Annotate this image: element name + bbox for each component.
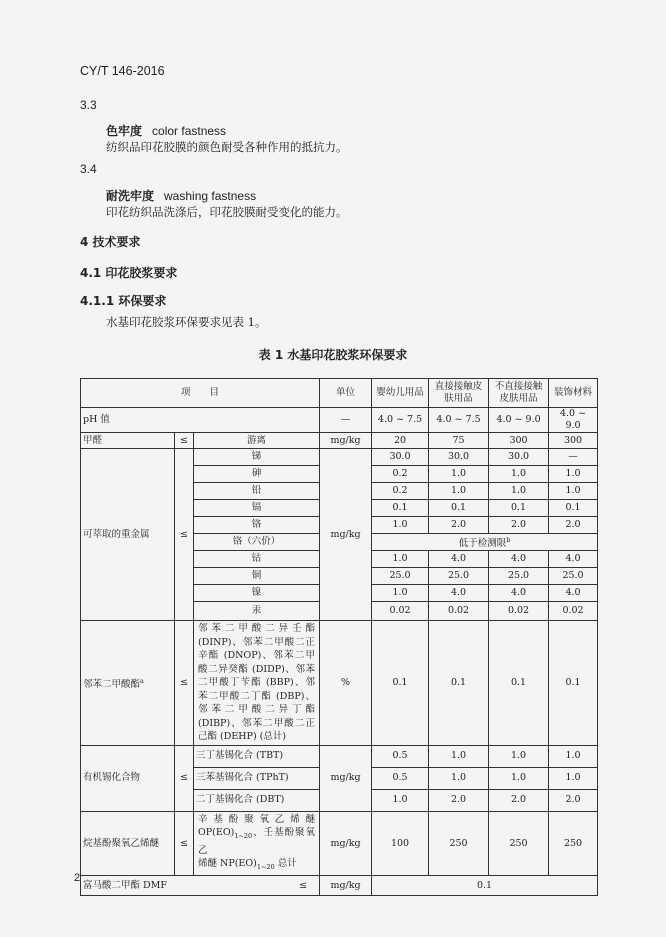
table-row	[81, 433, 598, 449]
value-cell: 1.0	[372, 517, 429, 534]
value-cell: 30.0	[429, 449, 489, 466]
unit-cell: mg/kg	[320, 811, 372, 876]
le-symbol: ≤	[175, 449, 194, 621]
phthalate-line: 邻苯二甲酸二异壬酯	[198, 623, 316, 635]
value-cell: 0.02	[429, 602, 489, 621]
document-header: CY/T 146-2016	[80, 64, 165, 78]
phthalate-description	[194, 621, 320, 746]
header-unit: 单位	[320, 379, 372, 408]
value-cell: 1.0	[489, 767, 549, 789]
apeo-description	[194, 811, 320, 876]
section-3-3-number: 3.3	[80, 98, 97, 112]
value-cell: 1.0	[489, 745, 549, 767]
unit-cell: —	[320, 408, 372, 433]
header-direct-contact: 直接接触皮肤用品	[429, 379, 489, 408]
value-cell: 4.0	[549, 551, 598, 568]
footnote-mark: b	[506, 536, 511, 544]
value-cell: 4.0 ~ 7.5	[429, 408, 489, 433]
value-cell: 250	[429, 811, 489, 876]
row-label-dmf	[81, 876, 320, 896]
value-cell: 4.0	[489, 551, 549, 568]
le-symbol: ≤	[175, 745, 194, 811]
footnote-mark: a	[140, 676, 144, 685]
environmental-requirements-table	[80, 378, 598, 896]
unit-cell: mg/kg	[320, 876, 372, 896]
section-4-heading: 4 技术要求	[80, 235, 141, 249]
le-symbol: ≤	[175, 621, 194, 746]
phthalate-line: 邻苯二甲酸二异丁酯	[198, 704, 316, 716]
header-item: 项 目	[81, 379, 320, 408]
section-4-1-heading: 4.1 印花胶浆要求	[80, 266, 178, 280]
sub-item: 铜	[194, 568, 320, 585]
unit-cell: mg/kg	[320, 449, 372, 621]
value-cell: 300	[489, 433, 549, 449]
value-cell: 75	[429, 433, 489, 449]
merged-value-cell: 0.1	[372, 876, 598, 896]
le-symbol: ≤	[175, 433, 194, 449]
value-cell: 1.0	[549, 483, 598, 500]
value-cell: 4.0	[489, 585, 549, 602]
table-row	[81, 449, 598, 466]
phthalate-line: (DINP)、邻苯二甲酸二正	[198, 636, 316, 648]
sub-item: 二丁基锡化合 (DBT)	[194, 789, 320, 811]
section-3-4-number: 3.4	[80, 162, 97, 176]
apeo-sub: 1~20	[234, 832, 253, 841]
value-cell: 1.0	[429, 745, 489, 767]
value-cell: 100	[372, 811, 429, 876]
value-cell: 4.0	[429, 551, 489, 568]
value-cell: 2.0	[489, 789, 549, 811]
phthalate-line: 辛酯 (DNOP)、邻苯二甲	[198, 650, 316, 662]
header-infant: 婴幼儿用品	[372, 379, 429, 408]
sub-item: 三丁基锡化合 (TBT)	[194, 745, 320, 767]
apeo-text: 、壬基酚聚氧乙	[198, 827, 316, 856]
definition-washing-fastness: 印花纺织品洗涤后，印花胶膜耐受变化的能力。	[106, 205, 348, 219]
value-cell: 0.2	[372, 466, 429, 483]
value-cell: 4.0 ~ 9.0	[489, 408, 549, 433]
apeo-line	[198, 857, 315, 874]
table-header-row	[81, 379, 598, 408]
value-cell: 1.0	[489, 483, 549, 500]
value-cell: 1.0	[372, 585, 429, 602]
sub-item: 汞	[194, 602, 320, 621]
value-cell: 2.0	[429, 789, 489, 811]
value-cell: 4.0 ~ 9.0	[549, 408, 598, 433]
value-cell: 0.1	[372, 621, 429, 746]
header-indirect-contact: 不直接接触皮肤用品	[489, 379, 549, 408]
definition-color-fastness: 纺织品印花胶膜的颜色耐受各种作用的抵抗力。	[106, 140, 348, 154]
row-label-phthalates	[81, 621, 175, 746]
value-cell: 0.1	[429, 621, 489, 746]
value-cell: 1.0	[429, 483, 489, 500]
value-cell: 2.0	[489, 517, 549, 534]
sub-item: 铅	[194, 483, 320, 500]
table-row	[81, 408, 598, 433]
phthalate-label: 邻苯二甲酸酯	[83, 678, 141, 690]
row-label-heavy-metals: 可萃取的重金属	[81, 449, 175, 621]
term-en: washing fastness	[164, 189, 257, 203]
apeo-line	[198, 826, 315, 857]
value-cell: 2.0	[549, 789, 598, 811]
apeo-text: 总计	[274, 858, 297, 870]
sub-item: 铬（六价）	[194, 534, 320, 551]
value-cell: 0.1	[549, 621, 598, 746]
value-cell: 30.0	[489, 449, 549, 466]
row-label-formaldehyde: 甲醛	[81, 433, 175, 449]
value-cell: 2.0	[429, 517, 489, 534]
value-cell: 1.0	[429, 466, 489, 483]
value-cell: 250	[489, 811, 549, 876]
phthalate-line: 己酯 (DEHP) (总计)	[198, 731, 287, 743]
value-cell: 0.1	[489, 500, 549, 517]
value-cell: 1.0	[489, 466, 549, 483]
row-label-organotin: 有机锡化合物	[81, 745, 175, 811]
term-zh: 耐洗牢度	[106, 189, 155, 203]
value-cell: —	[549, 449, 598, 466]
value-cell: 25.0	[549, 568, 598, 585]
value-cell: 30.0	[372, 449, 429, 466]
value-cell: 4.0	[429, 585, 489, 602]
apeo-op: OP(EO)	[198, 827, 235, 839]
table-row	[81, 621, 598, 746]
sub-item: 镉	[194, 500, 320, 517]
header-decorative: 装饰材料	[549, 379, 598, 408]
value-cell: 4.0	[549, 585, 598, 602]
value-cell: 20	[372, 433, 429, 449]
value-cell: 0.02	[489, 602, 549, 621]
term-en: color fastness	[152, 124, 227, 138]
section-4-1-1-heading: 4.1.1 环保要求	[80, 294, 167, 308]
row-label-ph: pH 值	[81, 408, 320, 433]
value-cell: 0.5	[372, 767, 429, 789]
table-row	[81, 745, 598, 767]
dmf-label: 富马酸二甲酯 DMF	[83, 879, 167, 891]
value-cell: 250	[549, 811, 598, 876]
apeo-line: 辛基酚聚氧乙烯醚	[198, 813, 316, 825]
value-cell: 1.0	[372, 551, 429, 568]
value-cell: 0.5	[372, 745, 429, 767]
table-caption: 表 1 水基印花胶浆环保要求	[258, 348, 408, 362]
value-cell: 0.02	[549, 602, 598, 621]
value-cell: 300	[549, 433, 598, 449]
value-cell: 1.0	[549, 745, 598, 767]
value-cell: 1.0	[429, 767, 489, 789]
value-cell: 0.1	[489, 621, 549, 746]
apeo-np: 烯醚 NP(EO)	[198, 858, 257, 870]
apeo-sub: 1~20	[256, 862, 275, 871]
value-cell: 25.0	[489, 568, 549, 585]
value-cell: 0.02	[372, 602, 429, 621]
value-cell: 0.2	[372, 483, 429, 500]
merged-value-cell	[372, 534, 598, 551]
sub-item: 三苯基锡化合 (TPhT)	[194, 767, 320, 789]
sub-item: 锑	[194, 449, 320, 466]
value-cell: 0.1	[372, 500, 429, 517]
term-color-fastness	[106, 122, 226, 139]
value-cell: 1.0	[549, 466, 598, 483]
sub-item: 铬	[194, 517, 320, 534]
unit-cell: mg/kg	[320, 433, 372, 449]
below-detection-limit: 低于检测限	[458, 538, 507, 550]
unit-cell: mg/kg	[320, 745, 372, 811]
value-cell: 4.0 ~ 7.5	[372, 408, 429, 433]
row-label-apeo: 烷基酚聚氧乙烯醚	[81, 811, 175, 876]
value-cell: 1.0	[549, 767, 598, 789]
term-washing-fastness	[106, 187, 256, 204]
page-number: 2	[74, 872, 81, 884]
phthalate-line: 酸二异癸酯 (DIDP)、邻苯	[198, 663, 316, 675]
table-row	[81, 876, 598, 896]
le-symbol: ≤	[299, 879, 308, 891]
table-intro-text: 水基印花胶浆环保要求见表 1。	[106, 315, 267, 329]
sub-item: 砷	[194, 466, 320, 483]
le-symbol: ≤	[175, 811, 194, 876]
value-cell: 0.1	[429, 500, 489, 517]
sub-item: 钴	[194, 551, 320, 568]
value-cell: 25.0	[372, 568, 429, 585]
unit-cell: %	[320, 621, 372, 746]
value-cell: 0.1	[549, 500, 598, 517]
sub-item: 镍	[194, 585, 320, 602]
phthalate-line: 苯二甲酸二丁酯 (DBP)、	[198, 690, 316, 702]
term-zh: 色牢度	[106, 124, 143, 138]
phthalate-line: 二甲酸丁苄酯 (BBP)、邻	[198, 677, 316, 689]
table-row	[81, 811, 598, 876]
phthalate-line: (DIBP)、邻苯二甲酸二正	[198, 717, 316, 729]
value-cell: 25.0	[429, 568, 489, 585]
sub-item: 游离	[194, 433, 320, 449]
value-cell: 2.0	[549, 517, 598, 534]
value-cell: 1.0	[372, 789, 429, 811]
